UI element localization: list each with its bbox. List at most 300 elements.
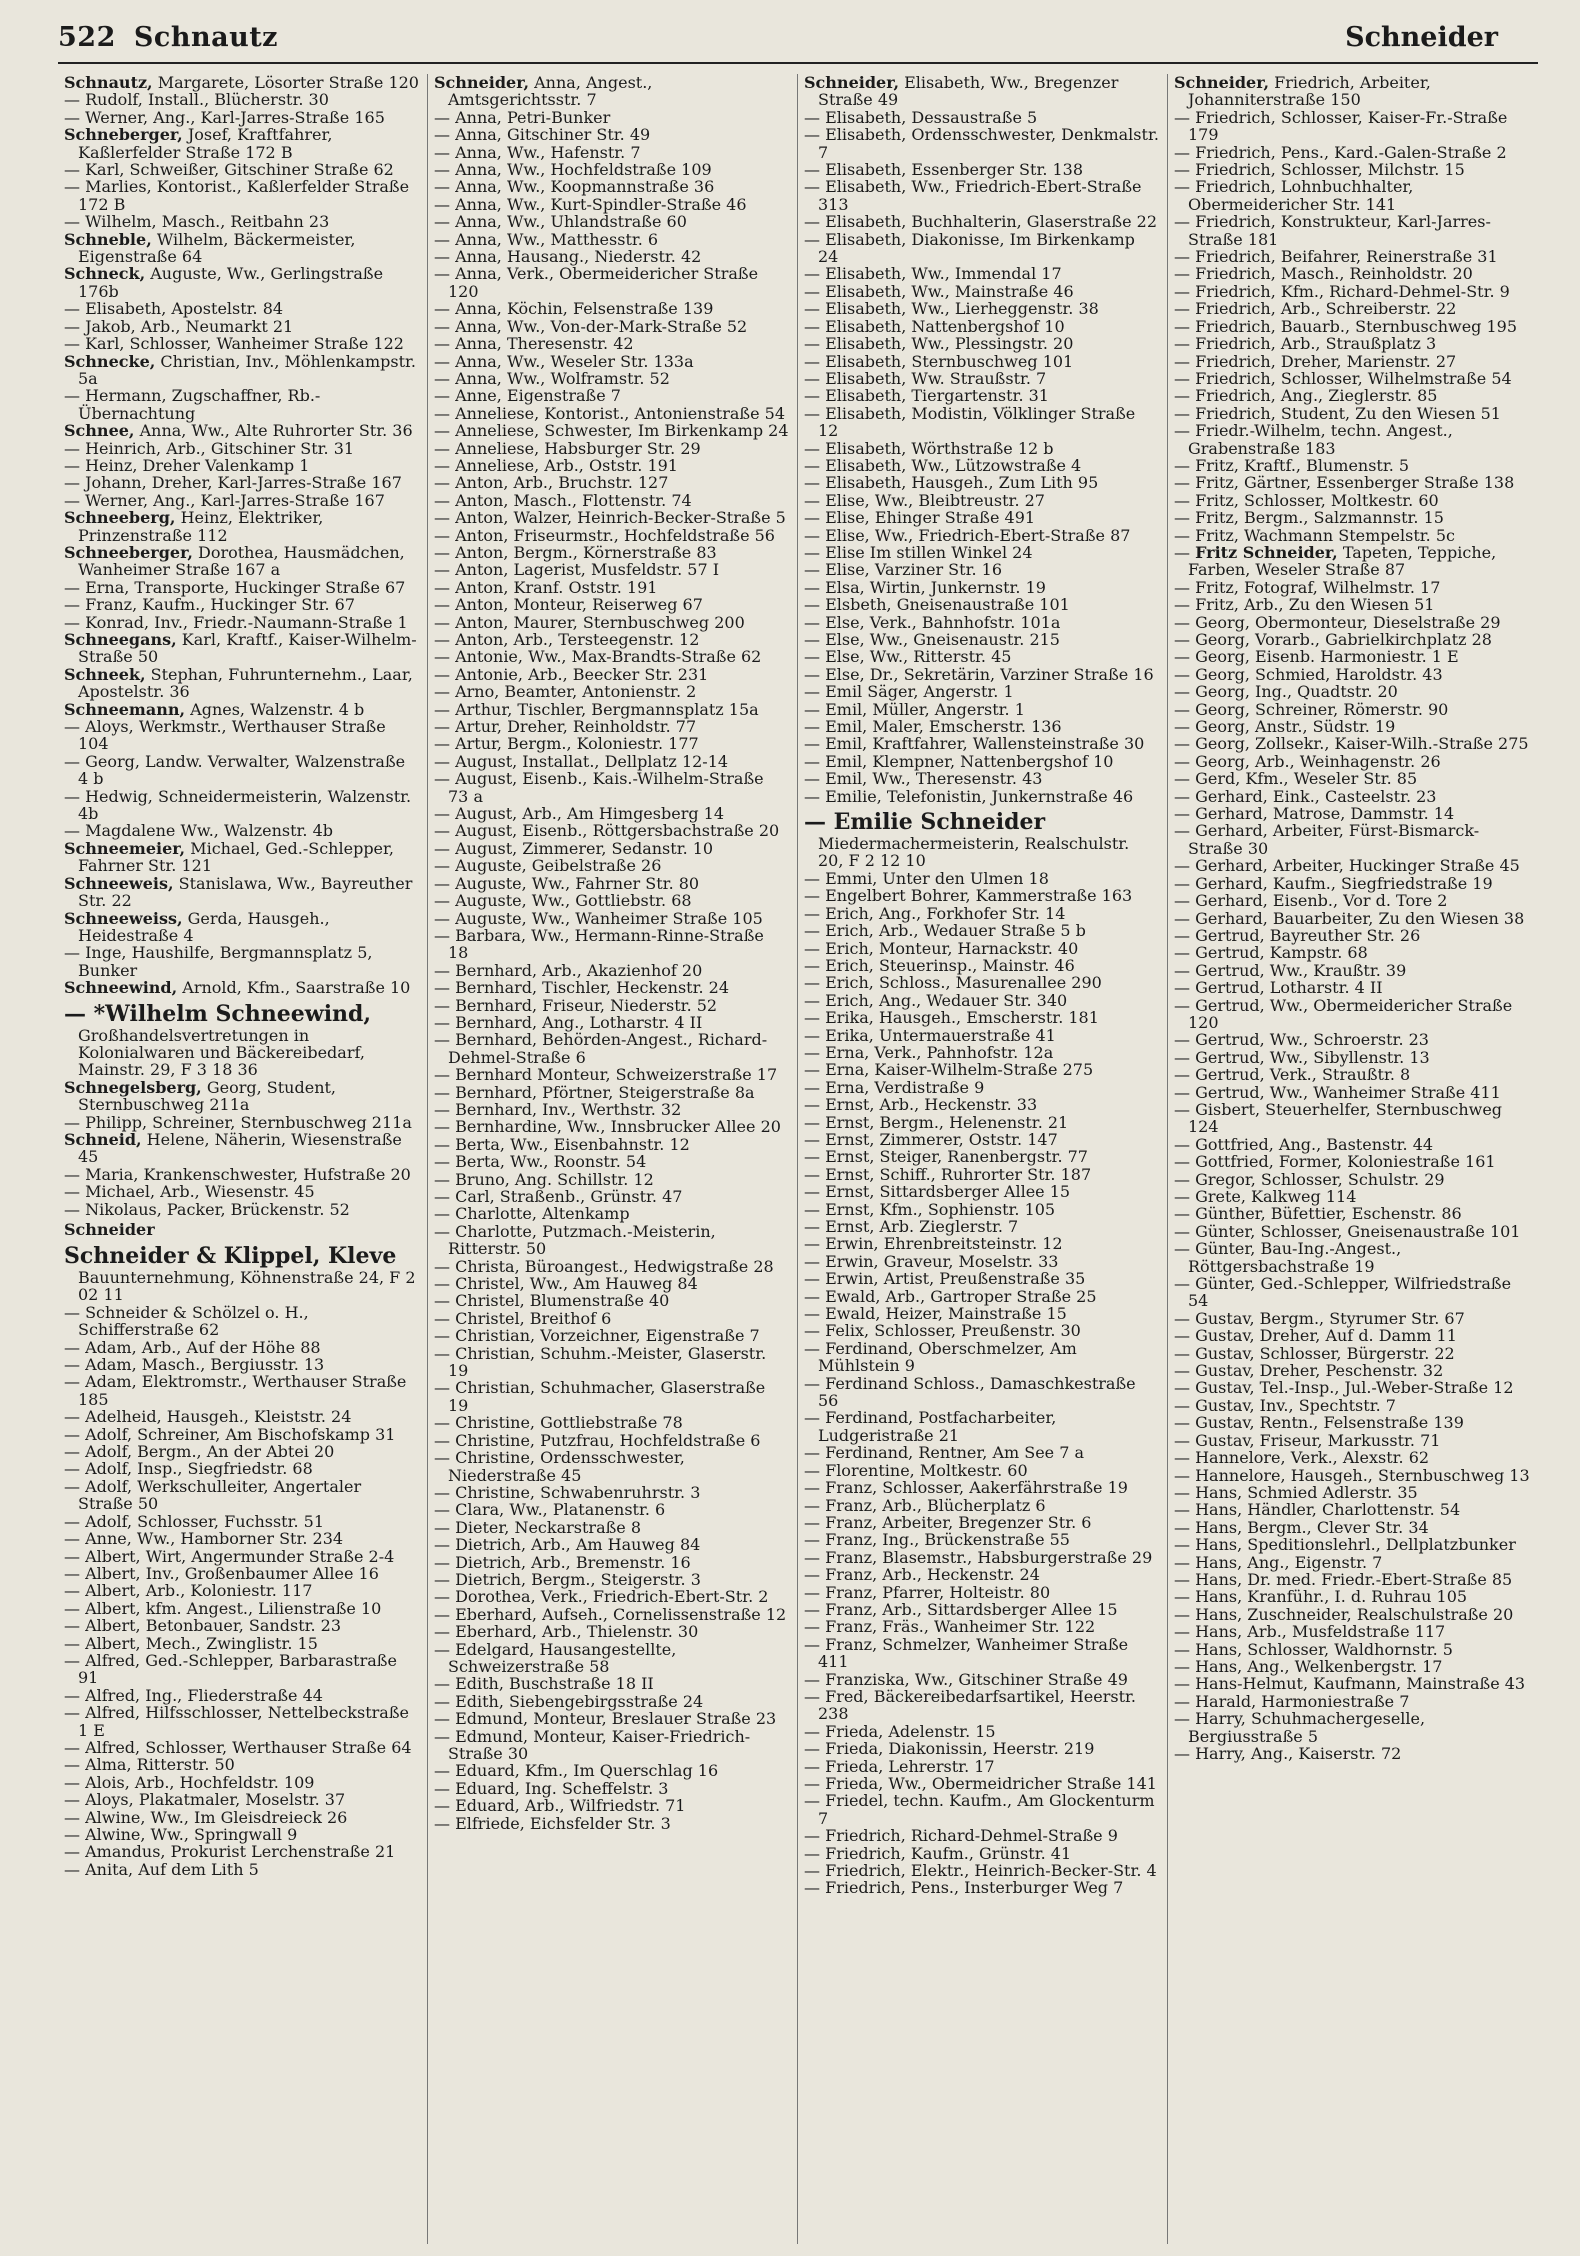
directory-entry: — Friedrich, Lohnbuchhalter, Obermeidericher Str. 141 (1174, 177, 1414, 214)
directory-entry: — Gustav, Dreher, Peschenstr. 32 (1174, 1361, 1444, 1381)
directory-entry: — Friedrich, Kfm., Richard-Dehmel-Str. 9 (1174, 281, 1510, 301)
directory-entry: — Christian, Schuhmacher, Glaserstraße 19 (434, 1378, 766, 1415)
directory-entry: — Adam, Arb., Auf der Höhe 88 (64, 1337, 321, 1357)
directory-entry: — Gustav, Bergm., Styrumer Str. 67 (1174, 1308, 1465, 1328)
directory-entry: — Gottfried, Ang., Bastenstr. 44 (1174, 1134, 1434, 1154)
directory-entry: — Elise, Ehinger Straße 491 (804, 508, 1036, 528)
directory-entry: — Christian, Vorzeichner, Eigenstraße 7 (434, 1326, 760, 1346)
directory-entry: — Albert, Mech., Zwinglistr. 15 (64, 1633, 318, 1653)
directory-entry: — Fritz, Schlosser, Moltkestr. 60 (1174, 490, 1439, 510)
directory-entry: — Gustav, Schlosser, Bürgerstr. 22 (1174, 1343, 1455, 1363)
directory-entry: — Fritz, Arb., Zu den Wiesen 51 (1174, 595, 1435, 615)
directory-entry: — Anna, Gitschiner Str. 49 (434, 125, 651, 145)
directory-entry: — Werner, Ang., Karl-Jarres-Straße 167 (64, 490, 385, 510)
directory-entry: — Friedrich, Elektr., Heinrich-Becker-Str. 4 (804, 1861, 1157, 1881)
directory-entry: — Fritz, Bergm., Salzmannstr. 15 (1174, 508, 1444, 528)
directory-entry: — Christa, Büroangest., Hedwigstraße 28 (434, 1256, 774, 1276)
directory-entry: — Franz, Kaufm., Huckinger Str. 67 (64, 595, 356, 615)
directory-entry: — Friedrich, Schlosser, Milchstr. 15 (1174, 160, 1465, 180)
directory-entry: — Karl, Schlosser, Wanheimer Straße 122 (64, 334, 404, 354)
directory-entry: — Franz, Schmelzer, Wanheimer Straße 411 (804, 1634, 1129, 1672)
directory-entry: — Friedrich, Student, Zu den Wiesen 51 (1174, 403, 1501, 423)
directory-entry: — Emmi, Unter den Ulmen 18 (804, 868, 1049, 888)
directory-entry: — Friedr.-Wilhelm, techn. Angest., Grabenstraße 183 (1174, 421, 1453, 458)
directory-entry: — Erika, Hausgeh., Emscherstr. 181 (804, 1008, 1099, 1028)
directory-entry: — Erich, Steuerinsp., Mainstr. 46 (804, 955, 1075, 975)
directory-entry: — Adolf, Schlosser, Fuchsstr. 51 (64, 1511, 325, 1531)
directory-entry: — Konrad, Inv., Friedr.-Naumann-Straße 1 (64, 612, 408, 632)
directory-entry: — Gustav, Dreher, Auf d. Damm 11 (1174, 1326, 1457, 1346)
directory-entry: — Edmund, Monteur, Kaiser-Friedrich-Straße 30 (434, 1726, 751, 1763)
directory-entry: — Antonie, Ww., Max-Brandts-Straße 62 (434, 647, 762, 667)
directory-entry: — Eduard, Ing. Scheffelstr. 3 (434, 1778, 669, 1798)
directory-entry: — Auguste, Ww., Wanheimer Straße 105 (434, 908, 763, 928)
directory-entry: Schneemeier, Michael, Ged.-Schlepper, Fahrner Str. 121 (64, 838, 394, 876)
directory-entry: — Christine, Ordensschwester, Niederstraße 45 (434, 1448, 685, 1485)
directory-entry: — Anna, Ww., Matthesstr. 6 (434, 229, 659, 249)
directory-entry: — Else, Ww., Ritterstr. 45 (804, 647, 1012, 667)
directory-entry: — August, Eisenb., Röttgersbachstraße 20 (434, 821, 780, 841)
directory-entry: — Friedrich, Pens., Insterburger Weg 7 (804, 1878, 1124, 1898)
directory-entry: — Christian, Schuhm.-Meister, Glaserstr. 19 (434, 1343, 767, 1381)
column-1 (58, 74, 428, 2244)
directory-entry: — Gertrud, Ww., Sibyllenstr. 13 (1174, 1047, 1430, 1067)
directory-entry: — Albert, Betonbauer, Sandstr. 23 (64, 1616, 342, 1636)
directory-entry: — Emil, Klempner, Nattenbergshof 10 (804, 751, 1114, 771)
directory-entry: Schneck, Auguste, Ww., Gerlingstraße 176b (64, 264, 384, 301)
directory-entry: — Hannelore, Hausgeh., Sternbuschweg 13 (1174, 1465, 1530, 1485)
directory-entry: — Barbara, Ww., Hermann-Rinne-Straße 18 (434, 925, 764, 963)
directory-entry: — Anton, Friseurmstr., Hochfeldstraße 56 (434, 525, 775, 545)
directory-entry: — Günter, Bau-Ing.-Angest., Röttgersbachstraße 19 (1174, 1239, 1402, 1276)
directory-entry: — Bernhard, Behörden-Angest., Richard-Dehmel-Straße 6 (434, 1030, 768, 1067)
directory-entry: — Elisabeth, Buchhalterin, Glaserstraße 22 (804, 212, 1157, 232)
advert-details: Miedermachermeisterin, Realschulstr. 20, F 2 12 10 (818, 834, 1130, 871)
directory-entry: Schneid, Helene, Näherin, Wiesenstraße 45 (64, 1129, 402, 1167)
directory-entry: Schneegans, Karl, Kraftf., Kaiser-Wilhelm-Straße 50 (64, 630, 417, 667)
directory-entry: — Gertrud, Verk., Straußtr. 8 (1174, 1065, 1411, 1085)
directory-entry: — Bernhard, Pförtner, Steigerstraße 8a (434, 1082, 755, 1102)
directory-entry: — Georg, Schreiner, Römerstr. 90 (1174, 699, 1449, 719)
directory-entry: — Ernst, Arb. Zieglerstr. 7 (804, 1217, 1019, 1236)
directory-entry: — Elisabeth, Dessaustraße 5 (804, 107, 1038, 127)
directory-entry: — Bernhard, Ang., Lotharstr. 4 II (434, 1012, 703, 1032)
directory-entry: — Anton, Maurer, Sternbuschweg 200 (434, 612, 745, 632)
directory-entry: — Ernst, Schiff., Ruhrorter Str. 187 (804, 1164, 1092, 1184)
directory-entry: — Werner, Ang., Karl-Jarres-Straße 165 (64, 107, 385, 127)
directory-entry: — Gertrud, Kampstr. 68 (1174, 943, 1368, 963)
directory-entry: — Bernhard, Friseur, Niederstr. 52 (434, 995, 718, 1015)
directory-entry: — Elisabeth, Wörthstraße 12 b (804, 438, 1054, 458)
directory-entry: — Franz, Fräs., Wanheimer Str. 122 (804, 1617, 1096, 1637)
directory-entry: — Hermann, Zugschaffner, Rb.-Übernachtung (64, 386, 321, 423)
directory-entry: — Elisabeth, Diakonisse, Im Birkenkamp 24 (804, 229, 1135, 267)
directory-entry: — August, Zimmerer, Sedanstr. 10 (434, 838, 714, 858)
directory-entry: — Elisabeth, Sternbuschweg 101 (804, 351, 1074, 371)
directory-entry: — Elsbeth, Gneisenaustraße 101 (804, 595, 1070, 615)
directory-entry: — Anna, Theresenstr. 42 (434, 334, 634, 354)
columns (58, 74, 1538, 2244)
directory-entry: — Karl, Schweißer, Gitschiner Straße 62 (64, 160, 394, 180)
directory-entry: — Gerhard, Arbeiter, Fürst-Bismarck-Straße 30 (1174, 821, 1480, 858)
directory-entry: — Georg, Anstr., Südstr. 19 (1174, 717, 1396, 737)
directory-entry: — Adam, Elektromstr., Werthauser Straße 185 (64, 1372, 407, 1409)
column-3 (798, 74, 1168, 2244)
directory-entry: — Engelbert Bohrer, Kammerstraße 163 (804, 886, 1133, 906)
page-number: 522 (58, 22, 116, 53)
directory-entry: — Erich, Schloss., Masurenallee 290 (804, 973, 1102, 993)
page-header (58, 22, 1538, 64)
advert-heading: Schneider & Klippel, Kleve (64, 1243, 397, 1269)
directory-entry: — Friedrich, Konstrukteur, Karl-Jarres-Straße 181 (1174, 212, 1491, 249)
directory-entry: — Florentine, Moltkestr. 60 (804, 1460, 1028, 1480)
directory-entry: — Dieter, Neckarstraße 8 (434, 1517, 642, 1537)
directory-entry: — Erwin, Artist, Preußenstraße 35 (804, 1269, 1086, 1289)
directory-entry: — Charlotte, Putzmach.-Meisterin, Ritterstr. 50 (434, 1221, 716, 1259)
directory-entry: — Else, Verk., Bahnhofstr. 101a (804, 612, 1061, 632)
directory-entry: — Gerhard, Bauarbeiter, Zu den Wiesen 38 (1174, 908, 1525, 928)
directory-entry: — Gustav, Rentn., Felsenstraße 139 (1174, 1413, 1464, 1433)
directory-entry: — Erwin, Graveur, Moselstr. 33 (804, 1251, 1059, 1271)
directory-entry: — Ferdinand Schloss., Damaschkestraße 56 (804, 1373, 1136, 1411)
directory-entry: — Anna, Ww., Kurt-Spindler-Straße 46 (434, 194, 747, 214)
directory-entry: — Nikolaus, Packer, Brückenstr. 52 (64, 1199, 350, 1219)
directory-entry: — Ewald, Heizer, Mainstraße 15 (804, 1304, 1067, 1324)
directory-entry: — Adam, Masch., Bergiusstr. 13 (64, 1355, 325, 1375)
directory-entry: — Eberhard, Arb., Thielenstr. 30 (434, 1622, 699, 1642)
directory-entry: — Elisabeth, Essenberger Str. 138 (804, 160, 1084, 180)
directory-entry: — Gregor, Schlosser, Schulstr. 29 (1174, 1169, 1445, 1189)
directory-entry: — Gerhard, Eisenb., Vor d. Tore 2 (1174, 891, 1448, 911)
directory-entry: — Adolf, Werkschulleiter, Angertaler Straße 50 (64, 1476, 362, 1514)
directory-entry: — Erika, Untermauerstraße 41 (804, 1025, 1056, 1045)
directory-entry: — Anne, Ww., Hamborner Str. 234 (64, 1529, 344, 1549)
directory-entry: — Erna, Transporte, Huckinger Straße 67 (64, 577, 406, 597)
directory-entry: — Albert, Inv., Großenbaumer Allee 16 (64, 1563, 379, 1583)
directory-entry: — Elisabeth, Ww., Lierheggenstr. 38 (804, 299, 1099, 319)
directory-entry: — Anna, Köchin, Felsenstraße 139 (434, 299, 714, 319)
directory-entry: — Bernhard, Tischler, Heckenstr. 24 (434, 978, 729, 998)
directory-entry: — Hans, Dr. med. Friedr.-Ebert-Straße 85 (1174, 1569, 1513, 1589)
directory-entry: — Else, Ww., Gneisenaustr. 215 (804, 630, 1060, 649)
directory-entry: — Bernhardine, Ww., Innsbrucker Allee 20 (434, 1117, 781, 1137)
directory-entry: — Gertrud, Ww., Wanheimer Straße 411 (1174, 1082, 1501, 1102)
directory-entry: — Alwine, Ww., Springwall 9 (64, 1825, 298, 1844)
directory-entry: — Friedrich, Pens., Kard.-Galen-Straße 2 (1174, 142, 1507, 162)
directory-entry: — Friedrich, Schlosser, Kaiser-Fr.-Straße 179 (1174, 107, 1508, 145)
directory-entry: — Georg, Schmied, Haroldstr. 43 (1174, 664, 1443, 684)
directory-entry: — Franz, Blasemstr., Habsburgerstraße 29 (804, 1547, 1153, 1567)
directory-entry: — Heinrich, Arb., Gitschiner Str. 31 (64, 438, 355, 458)
directory-entry: — Georg, Arb., Weinhagenstr. 26 (1174, 751, 1441, 771)
directory-entry: Schneeweis, Stanislawa, Ww., Bayreuther Str. 22 (64, 873, 413, 911)
directory-entry: — Gerhard, Eink., Casteelstr. 23 (1174, 786, 1437, 806)
directory-entry: — Adolf, Schreiner, Am Bischofskamp 31 (64, 1424, 396, 1444)
directory-entry: — Frieda, Ww., Obermeidricher Straße 141 (804, 1774, 1157, 1793)
directory-entry: — Elisabeth, Tiergartenstr. 31 (804, 386, 1049, 406)
directory-entry: Schneewind, Arnold, Kfm., Saarstraße 10 (64, 978, 411, 998)
directory-entry: — Alfred, Ged.-Schlepper, Barbarastraße 91 (64, 1650, 397, 1688)
directory-entry: — Christel, Ww., Am Hauweg 84 (434, 1274, 698, 1294)
directory-entry: Schneider, Elisabeth, Ww., Bregenzer Straße 49 (804, 74, 1119, 110)
directory-entry: — Elisabeth, Ww., Immendal 17 (804, 264, 1062, 284)
directory-entry: — Gerd, Kfm., Weseler Str. 85 (1174, 769, 1418, 789)
directory-entry: — Bruno, Ang. Schillstr. 12 (434, 1169, 654, 1189)
directory-entry: — Christel, Blumenstraße 40 (434, 1291, 670, 1311)
directory-entry: — Edith, Siebengebirgsstraße 24 (434, 1691, 704, 1711)
directory-entry: — Alma, Ritterstr. 50 (64, 1755, 235, 1775)
directory-entry: — Fred, Bäckereibedarfsartikel, Heerstr. 238 (804, 1686, 1136, 1724)
directory-entry: — Gerhard, Arbeiter, Huckinger Straße 45 (1174, 856, 1520, 876)
directory-entry: — Gertrud, Ww., Kraußtr. 39 (1174, 960, 1407, 980)
directory-entry: — Antonie, Arb., Beecker Str. 231 (434, 664, 709, 684)
header-left-word: Schnautz (133, 22, 279, 53)
directory-entry: — Alfred, Hilfsschlosser, Nettelbeckstraße 1 E (64, 1703, 409, 1740)
column-2 (428, 74, 798, 2244)
directory-entry: — Christine, Gottliebstraße 78 (434, 1413, 683, 1433)
directory-entry: — Frieda, Diakonissin, Heerstr. 219 (804, 1739, 1095, 1759)
directory-entry: — Elise, Varziner Str. 16 (804, 560, 1002, 580)
directory-entry: — Anna, Ww., Wolframstr. 52 (434, 368, 670, 388)
directory-entry: — Bernhard, Arb., Akazienhof 20 (434, 960, 703, 980)
directory-entry: — Erna, Verdistraße 9 (804, 1077, 985, 1097)
directory-entry: Schnecke, Christian, Inv., Möhlenkampstr. 5a (64, 351, 416, 388)
directory-entry: — Franziska, Ww., Gitschiner Straße 49 (804, 1669, 1128, 1689)
advert-heading: — *Wilhelm Schneewind, (64, 1000, 372, 1027)
directory-entry: — Rudolf, Install., Blücherstr. 30 (64, 90, 329, 110)
directory-entry: — Emil, Müller, Angerstr. 1 (804, 699, 1025, 719)
directory-entry: — Frieda, Adelenstr. 15 (804, 1721, 996, 1741)
directory-entry: — Emil Säger, Angerstr. 1 (804, 682, 1014, 702)
directory-entry: Schneemann, Agnes, Walzenstr. 4 b (64, 699, 365, 719)
directory-entry: — Grete, Kalkweg 114 (1174, 1187, 1357, 1206)
directory-entry: — Edmund, Monteur, Breslauer Straße 23 (434, 1709, 777, 1729)
directory-entry: — Hans, Kranführ., I. d. Ruhrau 105 (1174, 1587, 1468, 1607)
directory-entry: — Anton, Lagerist, Musfeldstr. 57 I (434, 560, 720, 580)
directory-entry: — Gertrud, Ww., Schroerstr. 23 (1174, 1030, 1429, 1050)
directory-entry: — Heinz, Dreher Valenkamp 1 (64, 455, 310, 475)
directory-entry: — Georg, Obermonteur, Dieselstraße 29 (1174, 612, 1501, 632)
directory-entry: — Auguste, Ww., Fahrner Str. 80 (434, 873, 700, 893)
directory-entry: — Clara, Ww., Platanenstr. 6 (434, 1500, 666, 1520)
directory-entry: Schnautz, Margarete, Lösorter Straße 120 (64, 74, 419, 92)
directory-entry: — Elise, Ww., Friedrich-Ebert-Straße 87 (804, 525, 1131, 545)
directory-entry: Schneider, Anna, Angest., Amtsgerichtsstr. 7 (434, 74, 653, 110)
directory-entry: — Magdalene Ww., Walzenstr. 4b (64, 821, 334, 841)
directory-entry: Schnee, Anna, Ww., Alte Ruhrorter Str. 36 (64, 421, 413, 441)
directory-entry: — Emil, Kraftfahrer, Wallensteinstraße 30 (804, 734, 1145, 754)
directory-entry: — Fritz, Kraftf., Blumenstr. 5 (1174, 455, 1410, 475)
directory-entry: — Ewald, Arb., Gartroper Straße 25 (804, 1286, 1097, 1306)
directory-entry: — Fritz, Wachmann Stempelstr. 5c (1174, 525, 1455, 545)
directory-entry: — Friedrich, Kaufm., Grünstr. 41 (804, 1843, 1072, 1863)
column-4 (1168, 74, 1538, 2244)
directory-entry: — Friedrich, Beifahrer, Reinerstraße 31 (1174, 247, 1498, 267)
section-heading: Schneider (64, 1220, 155, 1239)
directory-entry: — Anna, Ww., Hafenstr. 7 (434, 142, 641, 162)
directory-entry: — Anna, Verk., Obermeidericher Straße 120 (434, 264, 759, 301)
directory-entry: — Fritz, Fotograf, Wilhelmstr. 17 (1174, 577, 1441, 597)
directory-entry: — Felix, Schlosser, Preußenstr. 30 (804, 1321, 1081, 1341)
directory-entry: — Gertrud, Ww., Obermeidericher Straße 120 (1174, 995, 1513, 1032)
directory-entry: — Georg, Zollsekr., Kaiser-Wilh.-Straße 275 (1174, 734, 1529, 754)
directory-entry: — Elisabeth, Ww., Plessingstr. 20 (804, 334, 1074, 354)
directory-entry: — Anton, Monteur, Reiserweg 67 (434, 595, 703, 615)
directory-entry: — Elisabeth, Ww., Mainstraße 46 (804, 281, 1074, 301)
directory-entry: — Aloys, Plakatmaler, Moselstr. 37 (64, 1790, 346, 1810)
directory-entry: — Maria, Krankenschwester, Hufstraße 20 (64, 1164, 411, 1184)
advert-heading: — Emilie Schneider (804, 809, 1046, 836)
directory-entry: — Schneider & Schölzel o. H., Schifferstraße 62 (64, 1302, 309, 1340)
directory-entry: — Artur, Dreher, Reinholdstr. 77 (434, 717, 697, 737)
directory-entry: — Eduard, Arb., Wilfriedstr. 71 (434, 1796, 686, 1816)
directory-entry: — Erwin, Ehrenbreitsteinstr. 12 (804, 1234, 1063, 1254)
directory-entry: — Hedwig, Schneidermeisterin, Walzenstr. 4b (64, 786, 412, 824)
directory-entry: — Philipp, Schreiner, Sternbuschweg 211a (64, 1112, 412, 1132)
advert-details: Großhandelsvertretungen in Kolonialwaren und Bäckereibedarf, Mainstr. 29, F 3 18 36 (78, 1025, 365, 1080)
directory-entry: — Alwine, Ww., Im Gleisdreieck 26 (64, 1807, 348, 1827)
directory-entry: — Friedrich, Masch., Reinholdstr. 20 (1174, 264, 1473, 284)
directory-entry: — Anton, Masch., Flottenstr. 74 (434, 490, 692, 510)
directory-entry: — Eduard, Kfm., Im Querschlag 16 (434, 1761, 719, 1781)
directory-entry: — Hans, Schlosser, Waldhornstr. 5 (1174, 1639, 1453, 1659)
directory-entry: — Gertrud, Lotharstr. 4 II (1174, 978, 1383, 998)
directory-entry: — Erich, Monteur, Harnackstr. 40 (804, 938, 1079, 958)
directory-entry: — August, Installat., Dellplatz 12-14 (434, 751, 729, 771)
directory-entry: — Elise, Ww., Bleibtreustr. 27 (804, 490, 1045, 510)
directory-entry: — Franz, Pfarrer, Holteistr. 80 (804, 1582, 1051, 1602)
directory-entry: — Friedrich, Bauarb., Sternbuschweg 195 (1174, 316, 1518, 336)
directory-entry: — Georg, Landw. Verwalter, Walzenstraße 4 b (64, 751, 406, 789)
directory-entry: — Hannelore, Verk., Alexstr. 62 (1174, 1448, 1430, 1468)
directory-entry: — Erna, Kaiser-Wilhelm-Straße 275 (804, 1060, 1094, 1080)
directory-entry: — Erich, Ang., Forkhofer Str. 14 (804, 903, 1066, 923)
directory-entry: — Hans, Ang., Eigenstr. 7 (1174, 1552, 1383, 1572)
directory-entry: — Elisabeth, Nattenbergshof 10 (804, 316, 1065, 336)
directory-entry: Schneeberger, Dorothea, Hausmädchen, Wanheimer Straße 167 a (64, 542, 405, 580)
directory-entry: — Erna, Verk., Pahnhofstr. 12a (804, 1042, 1054, 1062)
directory-entry: — Christel, Breithof 6 (434, 1308, 612, 1328)
directory-entry: — Inge, Haushilfe, Bergmannsplatz 5, Bunker (64, 943, 373, 980)
header-right-word: Schneider (1345, 22, 1498, 53)
directory-entry: — Franz, Arb., Sittardsberger Allee 15 (804, 1599, 1118, 1619)
directory-entry: — Anna, Ww., Hochfeldstraße 109 (434, 160, 712, 180)
directory-entry: — Dorothea, Verk., Friedrich-Ebert-Str. 2 (434, 1587, 769, 1607)
directory-entry: — Anna, Ww., Von-der-Mark-Straße 52 (434, 316, 748, 336)
directory-entry: — Dietrich, Arb., Bremenstr. 16 (434, 1552, 691, 1572)
directory-entry: — Michael, Arb., Wiesenstr. 45 (64, 1182, 315, 1202)
directory-entry: — Hans, Arb., Musfeldstraße 117 (1174, 1622, 1446, 1642)
directory-entry: — Bernhard, Inv., Werthstr. 32 (434, 1099, 682, 1119)
directory-entry: — Ferdinand, Rentner, Am See 7 a (804, 1443, 1085, 1463)
directory-entry: — Elisabeth, Ww., Lützowstraße 4 (804, 455, 1082, 475)
directory-entry: — Anton, Walzer, Heinrich-Becker-Straße 5 (434, 508, 786, 528)
directory-entry: — Elfriede, Eichsfelder Str. 3 (434, 1813, 671, 1833)
directory-entry: — Harry, Ang., Kaiserstr. 72 (1174, 1744, 1402, 1763)
directory-entry: Schneeweiss, Gerda, Hausgeh., Heidestraße 4 (64, 908, 330, 945)
directory-entry: — Franz, Arbeiter, Bregenzer Str. 6 (804, 1512, 1092, 1532)
directory-entry: — Elise Im stillen Winkel 24 (804, 542, 1033, 562)
directory-entry: — Amandus, Prokurist Lerchenstraße 21 (64, 1842, 396, 1862)
directory-entry: — Ernst, Zimmerer, Oststr. 147 (804, 1129, 1058, 1149)
directory-entry: — Harald, Harmoniestraße 7 (1174, 1691, 1410, 1711)
directory-entry: — Friedrich, Dreher, Marienstr. 27 (1174, 351, 1457, 371)
directory-entry: Schneble, Wilhelm, Bäckermeister, Eigenstraße 64 (64, 229, 356, 267)
directory-entry: — Georg, Eisenb. Harmoniestr. 1 E (1174, 647, 1459, 667)
directory-entry: — Anne, Eigenstraße 7 (434, 386, 621, 406)
directory-entry: — August, Eisenb., Kais.-Wilhelm-Straße 73 a (434, 769, 764, 806)
directory-entry: — Carl, Straßenb., Grünstr. 47 (434, 1187, 683, 1206)
directory-entry: — Anneliese, Kontorist., Antonienstraße 54 (434, 403, 786, 423)
directory-entry: — Gustav, Inv., Spechtstr. 7 (1174, 1395, 1396, 1415)
directory-entry: — Elisabeth, Ordensschwester, Denkmalstr. 7 (804, 125, 1159, 162)
directory-entry: — Dietrich, Bergm., Steigerstr. 3 (434, 1569, 701, 1589)
directory-entry: — Franz, Arb., Blücherplatz 6 (804, 1495, 1046, 1515)
directory-entry: — Friedel, techn. Kaufm., Am Glockenturm 7 (804, 1791, 1155, 1828)
directory-entry: — Hans, Zuschneider, Realschulstraße 20 (1174, 1604, 1514, 1624)
directory-entry: — Gottfried, Former, Koloniestraße 161 (1174, 1152, 1496, 1172)
directory-entry: — Alfred, Ing., Fliederstraße 44 (64, 1685, 323, 1705)
directory-entry: — Albert, Arb., Koloniestr. 117 (64, 1581, 313, 1601)
directory-entry: — Gustav, Tel.-Insp., Jul.-Weber-Straße 12 (1174, 1378, 1514, 1398)
directory-entry: — Friedrich, Arb., Straußplatz 3 (1174, 334, 1437, 354)
directory-entry: — Christine, Putzfrau, Hochfeldstraße 6 (434, 1430, 761, 1450)
directory-entry: — Elisabeth, Ww., Friedrich-Ebert-Straße 313 (804, 177, 1142, 214)
directory-entry: Schnegelsberg, Georg, Student, Sternbuschweg 211a (64, 1077, 337, 1115)
directory-entry: — Anna, Ww., Koopmannstraße 36 (434, 177, 715, 197)
directory-entry: — Adolf, Insp., Siegfriedstr. 68 (64, 1459, 313, 1479)
directory-entry: — Friedrich, Arb., Schreiberstr. 22 (1174, 299, 1457, 319)
directory-entry: — Christine, Schwabenruhrstr. 3 (434, 1482, 701, 1502)
directory-entry: — Berta, Ww., Eisenbahnstr. 12 (434, 1134, 690, 1154)
directory-entry: — Alois, Arb., Hochfeldstr. 109 (64, 1772, 315, 1792)
directory-entry: — Anna, Petri-Bunker (434, 107, 611, 127)
directory-entry: — Franz, Arb., Heckenstr. 24 (804, 1565, 1040, 1585)
directory-entry: — Anna, Ww., Uhlandstraße 60 (434, 212, 687, 232)
directory-entry: — Erich, Arb., Wedauer Straße 5 b (804, 921, 1086, 941)
directory-entry: — Gustav, Friseur, Markusstr. 71 (1174, 1430, 1441, 1450)
directory-entry: — Anton, Arb., Bruchstr. 127 (434, 473, 669, 493)
directory-entry: — Gerhard, Kaufm., Siegfriedstraße 19 (1174, 873, 1493, 893)
directory-entry: — Else, Dr., Sekretärin, Varziner Straße 16 (804, 664, 1154, 684)
directory-entry: — Franz, Ing., Brückenstraße 55 (804, 1530, 1070, 1550)
directory-entry: — Alfred, Schlosser, Werthauser Straße 64 (64, 1737, 412, 1757)
directory-entry: — Friedrich, Richard-Dehmel-Straße 9 (804, 1826, 1118, 1846)
directory-entry: — Gertrud, Bayreuther Str. 26 (1174, 925, 1421, 945)
directory-entry: — Edelgard, Hausangestellte, Schweizerstraße 58 (434, 1639, 677, 1676)
directory-entry: — Bernhard Monteur, Schweizerstraße 17 (434, 1065, 778, 1085)
directory-entry: — Adolf, Bergm., An der Abtei 20 (64, 1442, 335, 1462)
directory-entry: — Anneliese, Arb., Oststr. 191 (434, 455, 678, 475)
directory-entry: — Anton, Arb., Tersteegenstr. 12 (434, 630, 700, 649)
directory-entry: — Albert, Wirt, Angermunder Straße 2-4 (64, 1546, 395, 1566)
directory-entry: — Fritz, Gärtner, Essenberger Straße 138 (1174, 473, 1515, 493)
directory-entry: — Günter, Ged.-Schlepper, Wilfriedstraße 54 (1174, 1274, 1512, 1311)
directory-entry: — Anita, Auf dem Lith 5 (64, 1859, 259, 1879)
directory-entry: — Günter, Schlosser, Gneisenaustraße 101 (1174, 1221, 1521, 1241)
directory-entry: — Elsa, Wirtin, Junkernstr. 19 (804, 577, 1046, 597)
directory-entry: — Anneliese, Habsburger Str. 29 (434, 438, 701, 458)
directory-entry: — Ferdinand, Oberschmelzer, Am Mühlstein 9 (804, 1338, 1077, 1376)
directory-entry: — Hans, Speditionslehrl., Dellplatzbunker (1174, 1535, 1516, 1555)
directory-entry: — Erich, Ang., Wedauer Str. 340 (804, 990, 1068, 1010)
directory-entry: — Emil, Maler, Emscherstr. 136 (804, 717, 1062, 737)
directory-entry: — Ernst, Kfm., Sophienstr. 105 (804, 1199, 1056, 1219)
directory-entry: — Ernst, Arb., Heckenstr. 33 (804, 1095, 1038, 1115)
directory-entry: — Arno, Beamter, Antonienstr. 2 (434, 682, 697, 702)
directory-entry: — Elisabeth, Modistin, Völklinger Straße 12 (804, 403, 1136, 441)
directory-entry: — Adelheid, Hausgeh., Kleiststr. 24 (64, 1407, 352, 1427)
